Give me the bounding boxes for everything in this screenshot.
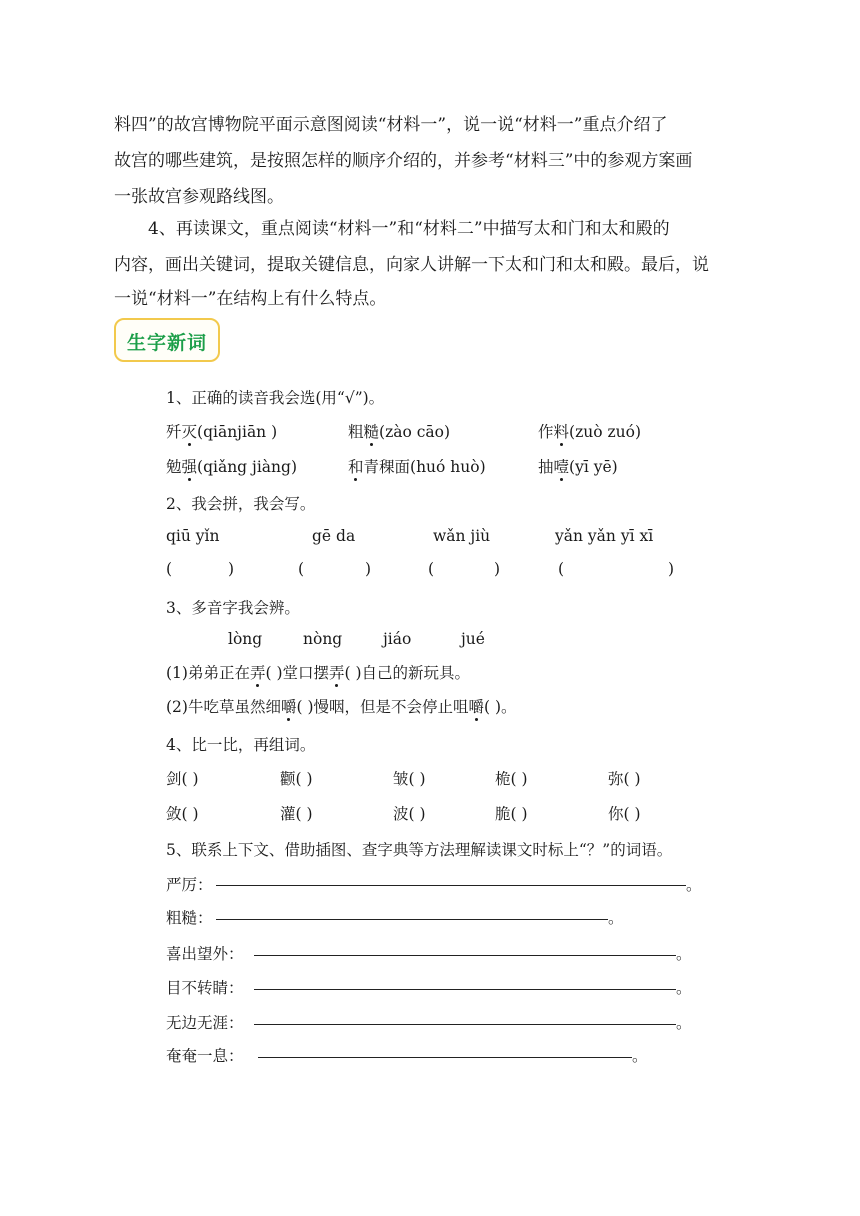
q1-item-char: 抽 xyxy=(538,458,554,476)
sentence-part: ( )自己的新玩具。 xyxy=(344,664,471,682)
q5-term-2: 粗糙： xyxy=(166,909,213,927)
dot-char: 嚼 xyxy=(468,698,485,716)
q5-end-mark: 。 xyxy=(608,909,624,927)
intro-line-5: 内容，画出关键词，提取关键信息，向家人讲解一下太和门和太和殿。最后，说 xyxy=(114,255,709,275)
q1-item-6[interactable] xyxy=(538,455,618,477)
q5-end-mark: 。 xyxy=(686,876,702,894)
q3-sentence-1[interactable] xyxy=(166,661,470,683)
q4-cell[interactable]: 弥( ) xyxy=(608,770,641,788)
q1-item-options: (qiǎng jiàng) xyxy=(197,458,297,476)
q1-item-5[interactable] xyxy=(348,455,486,477)
q1-item-options: (zào cāo) xyxy=(379,423,451,441)
close-paren: ) xyxy=(668,560,675,578)
q5-end-mark: 。 xyxy=(676,945,692,963)
q1-item-options: (qiānjiān ) xyxy=(197,423,278,441)
q5-title: 5、联系上下文、借助插图、查字典等方法理解读课文时标上“？”的词语。 xyxy=(166,841,673,859)
q5-answer-line-1[interactable] xyxy=(216,885,686,886)
intro-line-2: 故宫的哪些建筑，是按照怎样的顺序介绍的，并参考“材料三”中的参观方案画 xyxy=(114,151,693,171)
open-paren: ( xyxy=(298,560,305,578)
q1-item-options: (zuò zuó) xyxy=(569,423,642,441)
close-paren: ) xyxy=(365,560,372,578)
q4-title: 4、比一比，再组词。 xyxy=(166,736,316,754)
q5-end-mark: 。 xyxy=(676,979,692,997)
q4-cell[interactable]: 皱( ) xyxy=(393,770,426,788)
sentence-part: ( )。 xyxy=(484,698,517,716)
q5-answer-line-6[interactable] xyxy=(258,1057,632,1058)
q1-item-char: 作 xyxy=(538,423,554,441)
q4-cell[interactable]: 你( ) xyxy=(608,805,641,823)
close-paren: ) xyxy=(228,560,235,578)
q1-item-dot-char: 噎 xyxy=(553,458,570,476)
q5-answer-line-5[interactable] xyxy=(254,1024,676,1025)
dot-char: 弄 xyxy=(329,664,345,682)
q3-pinyin-4: jué xyxy=(461,630,485,648)
q1-item-dot-char: 灭 xyxy=(181,423,198,441)
intro-line-6: 一说“材料一”在结构上有什么特点。 xyxy=(114,289,387,309)
q1-item-1[interactable] xyxy=(166,420,277,442)
q5-answer-line-4[interactable] xyxy=(254,989,676,990)
q1-item-dot-char: 和 xyxy=(348,458,364,476)
q2-pinyin-3: wǎn jiù xyxy=(433,527,491,545)
q1-item-3[interactable] xyxy=(538,420,641,442)
q3-title: 3、多音字我会辨。 xyxy=(166,599,300,617)
q3-pinyin-1: lòng xyxy=(228,630,263,648)
q4-cell[interactable]: 颧( ) xyxy=(280,770,313,788)
q2-pinyin-1: qiū yǐn xyxy=(166,527,220,545)
q1-item-char: 勉 xyxy=(166,458,182,476)
q4-cell[interactable]: 桅( ) xyxy=(495,770,528,788)
q5-term-5: 无边无涯： xyxy=(166,1014,244,1032)
intro-line-1: 料四”的故宫博物院平面示意图阅读“材料一”，说一说“材料一”重点介绍了 xyxy=(114,115,668,135)
sentence-part: ( )慢咽，但是不会停止咀 xyxy=(296,698,469,716)
q1-item-dot-char: 糙 xyxy=(363,423,380,441)
q2-pinyin-2: gē da xyxy=(312,527,356,545)
q2-pinyin-4: yǎn yǎn yī xī xyxy=(555,527,654,545)
open-paren: ( xyxy=(166,560,173,578)
open-paren: ( xyxy=(558,560,565,578)
q5-end-mark: 。 xyxy=(676,1014,692,1032)
intro-line-3: 一张故宫参观路线图。 xyxy=(114,187,284,207)
q5-term-1: 严厉： xyxy=(166,876,213,894)
q5-term-3: 喜出望外： xyxy=(166,945,244,963)
q2-title: 2、我会拼，我会写。 xyxy=(166,495,316,513)
q1-title: 1、正确的读音我会选(用“√”)。 xyxy=(166,389,385,407)
sentence-part: (1)弟弟正在 xyxy=(166,664,250,682)
q5-end-mark: 。 xyxy=(632,1047,648,1065)
dot-char: 嚼 xyxy=(280,698,297,716)
sentence-part: (2)牛吃草虽然细 xyxy=(166,698,281,716)
close-paren: ) xyxy=(494,560,501,578)
open-paren: ( xyxy=(428,560,435,578)
q4-cell[interactable]: 敛( ) xyxy=(166,805,199,823)
sentence-part: ( )堂口摆 xyxy=(265,664,330,682)
intro-line-4: 4、再读课文，重点阅读“材料一”和“材料二”中描写太和门和太和殿的 xyxy=(148,219,670,239)
q1-item-dot-char: 强 xyxy=(181,458,198,476)
q4-cell[interactable]: 脆( ) xyxy=(495,805,528,823)
q3-sentence-2[interactable] xyxy=(166,695,517,717)
q5-answer-line-3[interactable] xyxy=(254,955,676,956)
q4-cell[interactable]: 波( ) xyxy=(393,805,426,823)
q1-item-char: 粗 xyxy=(348,423,364,441)
q1-item-char: 歼 xyxy=(166,423,182,441)
q5-term-4: 目不转睛： xyxy=(166,979,244,997)
q3-pinyin-2: nòng xyxy=(303,630,343,648)
section-title-box xyxy=(114,318,220,362)
q1-item-2[interactable] xyxy=(348,420,450,442)
q1-item-4[interactable] xyxy=(166,455,297,477)
q4-cell[interactable]: 灌( ) xyxy=(280,805,313,823)
q3-pinyin-3: jiáo xyxy=(383,630,412,648)
q1-item-options: 青稞面(huó huò) xyxy=(363,458,486,476)
q5-term-6: 奄奄一息： xyxy=(166,1047,244,1065)
dot-char: 弄 xyxy=(249,664,266,682)
q1-item-dot-char: 料 xyxy=(553,423,570,441)
q5-answer-line-2[interactable] xyxy=(216,919,608,920)
section-title: 生字新词 xyxy=(126,332,207,354)
q1-item-options: (yī yē) xyxy=(569,458,618,476)
q4-cell[interactable]: 剑( ) xyxy=(166,770,199,788)
